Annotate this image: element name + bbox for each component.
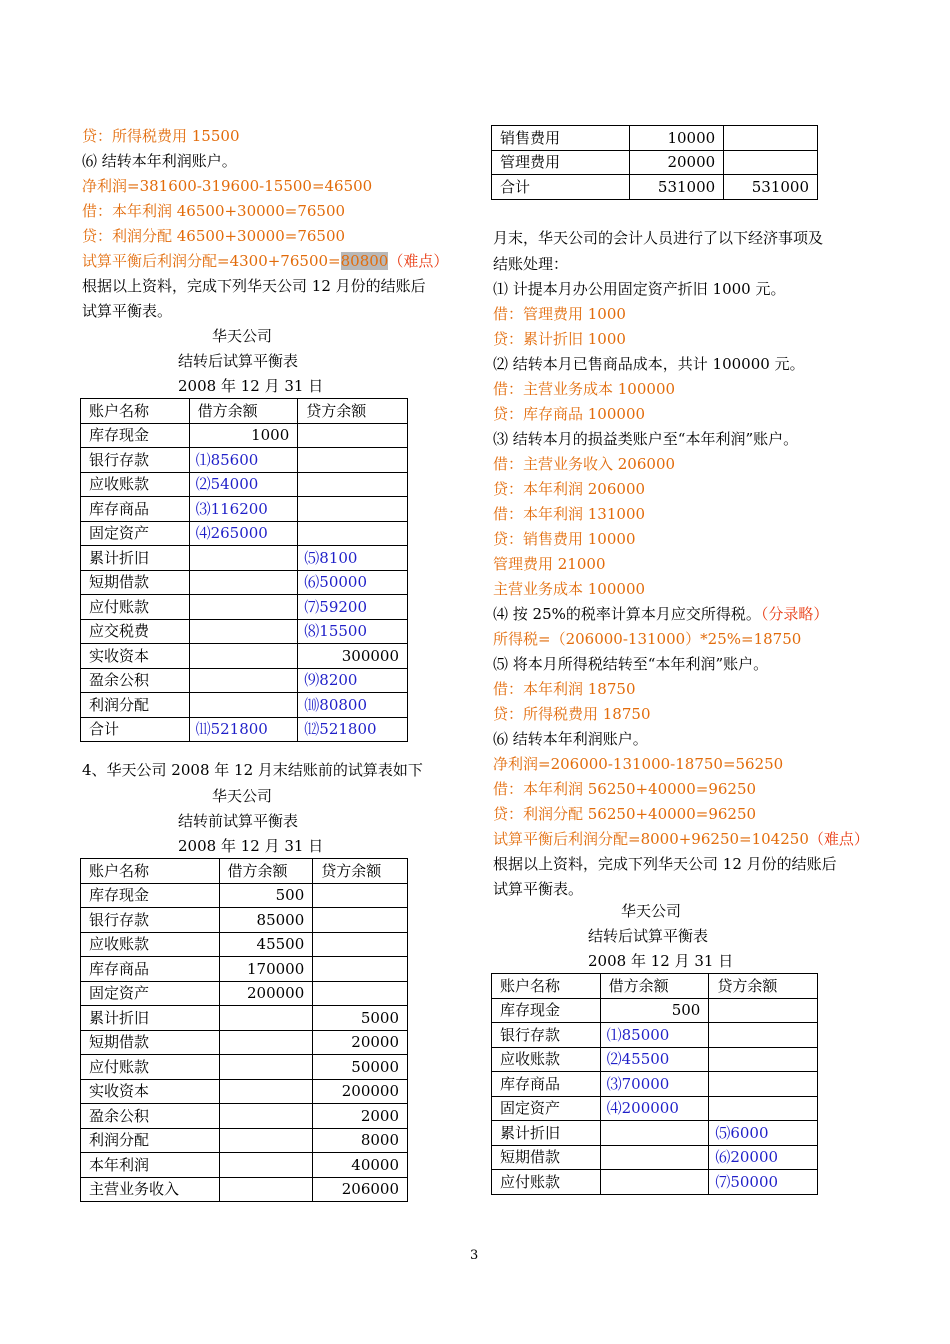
credit-cell [298, 521, 408, 546]
account-name-cell: 主营业务收入 [81, 1177, 220, 1202]
tax-text: ⑷ 按 25%的税率计算本月应交所得税。 [493, 605, 761, 623]
credit-cell [709, 1072, 818, 1097]
account-name-cell: 应付账款 [81, 1055, 220, 1080]
credit-cell [313, 981, 408, 1006]
debit-cell [189, 595, 298, 620]
credit-cell [709, 1047, 818, 1072]
table-row [492, 150, 818, 175]
credit-cell: ⑸6000 [709, 1121, 818, 1146]
debit-cell: ⑶70000 [600, 1072, 709, 1097]
table-row [81, 1006, 408, 1031]
table-row [492, 1170, 818, 1195]
table-row [81, 497, 408, 522]
credit-cell: ⑺59200 [298, 595, 408, 620]
trial-prefix: 试算平衡后利润分配=4300+76500= [82, 252, 341, 270]
account-name-cell: 销售费用 [492, 126, 630, 151]
account-name-cell: 合计 [492, 175, 630, 200]
debit-cell [219, 1055, 313, 1080]
question-4: 4、华天公司 2008 年 12 月末结账前的试算表如下 [82, 761, 423, 779]
credit-cell [298, 448, 408, 473]
pre-closing-table-continued [491, 125, 818, 200]
text-line: 借：主营业务收入 206000 [493, 455, 676, 473]
credit-cell: ⑿521800 [298, 717, 408, 742]
debit-cell: 45500 [219, 932, 313, 957]
table-row [81, 472, 408, 497]
account-name-cell: 利润分配 [81, 693, 190, 718]
table-row [81, 981, 408, 1006]
table-row [81, 908, 408, 933]
column-header: 借方余额 [219, 859, 313, 884]
column-header: 账户名称 [492, 974, 601, 999]
text-line: 借：本年利润 56250+40000=96250 [493, 780, 757, 798]
debit-cell [219, 1006, 313, 1031]
table-row [81, 1128, 408, 1153]
debit-cell [189, 570, 298, 595]
account-name-cell: 库存现金 [81, 883, 220, 908]
credit-cell: 200000 [313, 1079, 408, 1104]
account-name-cell: 累计折旧 [81, 1006, 220, 1031]
credit-cell [709, 998, 818, 1023]
text-line: 贷：累计折旧 1000 [493, 330, 626, 348]
table-title: 结转前试算平衡表 [178, 812, 299, 830]
account-name-cell: 盈余公积 [81, 1104, 220, 1129]
account-name-cell: 实收资本 [81, 1079, 220, 1104]
column-header: 贷方余额 [298, 399, 408, 424]
table-row [81, 693, 408, 718]
text-line: 结账处理： [493, 255, 569, 273]
debit-cell: ⑾521800 [189, 717, 298, 742]
table-row [492, 175, 818, 200]
credit-cell [313, 932, 408, 957]
debit-cell: ⑷200000 [600, 1096, 709, 1121]
account-name-cell: 累计折旧 [81, 546, 190, 571]
account-name-cell: 库存现金 [492, 998, 601, 1023]
credit-cell [313, 908, 408, 933]
table-row [81, 423, 408, 448]
table-row [81, 932, 408, 957]
company-name: 华天公司 [212, 787, 273, 805]
account-name-cell: 短期借款 [492, 1145, 601, 1170]
text-line: 贷：利润分配 46500+30000=76500 [82, 227, 346, 245]
tax-line [493, 604, 828, 624]
account-name-cell: 管理费用 [492, 150, 630, 175]
debit-cell: 200000 [219, 981, 313, 1006]
account-name-cell: 银行存款 [81, 448, 190, 473]
debit-cell: 10000 [630, 126, 724, 151]
text-line: 管理费用 21000 [493, 555, 606, 573]
table-row [81, 1079, 408, 1104]
table-row [81, 546, 408, 571]
account-name-cell: 实收资本 [81, 644, 190, 669]
table-row [81, 1030, 408, 1055]
debit-cell: 1000 [189, 423, 298, 448]
debit-cell [189, 546, 298, 571]
credit-cell: ⑽80800 [298, 693, 408, 718]
account-name-cell: 累计折旧 [492, 1121, 601, 1146]
table-row [81, 957, 408, 982]
credit-cell: 20000 [313, 1030, 408, 1055]
account-name-cell: 库存商品 [81, 957, 220, 982]
debit-cell [189, 668, 298, 693]
credit-cell: ⑻15500 [298, 619, 408, 644]
account-name-cell: 短期借款 [81, 1030, 220, 1055]
debit-cell [219, 1104, 313, 1129]
account-name-cell: 库存商品 [81, 497, 190, 522]
debit-cell [600, 1170, 709, 1195]
account-name-cell: 固定资产 [81, 521, 190, 546]
debit-cell: ⑴85600 [189, 448, 298, 473]
text-line: ⑸ 将本月所得税结转至“本年利润”账户。 [493, 655, 769, 673]
table-row [81, 595, 408, 620]
credit-cell: ⑼8200 [298, 668, 408, 693]
column-header: 贷方余额 [709, 974, 818, 999]
table-row [81, 668, 408, 693]
pre-closing-trial-balance-table [80, 858, 408, 1202]
account-name-cell: 银行存款 [492, 1023, 601, 1048]
text-line: 净利润=206000-131000-18750=56250 [493, 755, 784, 773]
table-row [492, 998, 818, 1023]
column-header: 借方余额 [600, 974, 709, 999]
table-row [492, 1047, 818, 1072]
credit-cell: ⑸8100 [298, 546, 408, 571]
account-name-cell: 库存商品 [492, 1072, 601, 1097]
table-date: 2008 年 12 月 31 日 [588, 952, 734, 970]
table-row [81, 1153, 408, 1178]
text-line: 主营业务成本 100000 [493, 580, 646, 598]
credit-cell: ⑺50000 [709, 1170, 818, 1195]
text-line: ⑶ 结转本月的损益类账户至“本年利润”账户。 [493, 430, 799, 448]
credit-cell: 300000 [298, 644, 408, 669]
account-name-cell: 短期借款 [81, 570, 190, 595]
post-closing-trial-balance-table-answer [491, 973, 818, 1195]
text-line: ⑴ 计提本月办公用固定资产折旧 1000 元。 [493, 280, 786, 298]
text-line: ⑹ 结转本年利润账户。 [82, 152, 237, 170]
text-line: 试算平衡表。 [82, 302, 173, 320]
table-row [492, 1072, 818, 1097]
trial-balance-line [493, 829, 869, 849]
table-title: 结转后试算平衡表 [588, 927, 709, 945]
account-name-cell: 库存现金 [81, 423, 190, 448]
debit-cell: ⑶116200 [189, 497, 298, 522]
entry-omitted-note: （分录略） [760, 605, 829, 623]
text-line: 根据以上资料，完成下列华天公司 12 月份的结账后 [82, 277, 426, 295]
credit-cell: 5000 [313, 1006, 408, 1031]
text-line: 贷：利润分配 56250+40000=96250 [493, 805, 757, 823]
debit-cell [219, 1153, 313, 1178]
credit-cell [298, 472, 408, 497]
account-name-cell: 应收账款 [492, 1047, 601, 1072]
debit-cell [189, 693, 298, 718]
credit-cell: 50000 [313, 1055, 408, 1080]
table-row [81, 1104, 408, 1129]
debit-cell: 85000 [219, 908, 313, 933]
debit-cell: 500 [600, 998, 709, 1023]
debit-cell: ⑴85000 [600, 1023, 709, 1048]
table-header-row [81, 859, 408, 884]
table-date: 2008 年 12 月 31 日 [178, 377, 324, 395]
account-name-cell: 利润分配 [81, 1128, 220, 1153]
debit-cell: ⑷265000 [189, 521, 298, 546]
table-row [81, 1055, 408, 1080]
credit-cell [313, 883, 408, 908]
text-line: 贷：本年利润 206000 [493, 480, 646, 498]
table-row [81, 1177, 408, 1202]
debit-cell [219, 1177, 313, 1202]
debit-cell: 531000 [630, 175, 724, 200]
table-row [492, 1096, 818, 1121]
credit-cell: ⑹50000 [298, 570, 408, 595]
text-line: ⑹ 结转本年利润账户。 [493, 730, 648, 748]
column-header: 账户名称 [81, 399, 190, 424]
table-row [81, 521, 408, 546]
table-header-row [492, 974, 818, 999]
credit-cell [709, 1023, 818, 1048]
account-name-cell: 合计 [81, 717, 190, 742]
account-name-cell: 固定资产 [492, 1096, 601, 1121]
text-line: 贷：所得税费用 15500 [82, 127, 240, 145]
table-title: 结转后试算平衡表 [178, 352, 299, 370]
highlighted-value: 80800 [340, 252, 389, 270]
text-line: 借：本年利润 18750 [493, 680, 636, 698]
page-number: 3 [470, 1248, 479, 1263]
account-name-cell: 盈余公积 [81, 668, 190, 693]
company-name: 华天公司 [212, 327, 273, 345]
column-header: 贷方余额 [313, 859, 408, 884]
debit-cell: ⑵45500 [600, 1047, 709, 1072]
debit-cell [219, 1079, 313, 1104]
debit-cell [219, 1128, 313, 1153]
text-line: 试算平衡表。 [493, 880, 584, 898]
column-header: 账户名称 [81, 859, 220, 884]
debit-cell [600, 1121, 709, 1146]
debit-cell: 20000 [630, 150, 724, 175]
table-header-row [81, 399, 408, 424]
account-name-cell: 应收账款 [81, 472, 190, 497]
account-name-cell: 应付账款 [492, 1170, 601, 1195]
credit-cell [313, 957, 408, 982]
text-line: 月末，华天公司的会计人员进行了以下经济事项及 [493, 229, 824, 247]
credit-cell: 40000 [313, 1153, 408, 1178]
credit-cell: 8000 [313, 1128, 408, 1153]
text-line: 贷：所得税费用 18750 [493, 705, 651, 723]
credit-cell [709, 1096, 818, 1121]
debit-cell [189, 644, 298, 669]
credit-cell: 2000 [313, 1104, 408, 1129]
trial-text: 试算平衡后利润分配=8000+96250=104250 [493, 830, 809, 848]
text-line: 借：主营业务成本 100000 [493, 380, 676, 398]
table-row [492, 126, 818, 151]
text-line: ⑵ 结转本月已售商品成本，共计 100000 元。 [493, 355, 805, 373]
table-row [492, 1023, 818, 1048]
debit-cell [600, 1145, 709, 1170]
credit-cell: 206000 [313, 1177, 408, 1202]
table-row [81, 883, 408, 908]
table-date: 2008 年 12 月 31 日 [178, 837, 324, 855]
table-row [81, 644, 408, 669]
text-line: 借：管理费用 1000 [493, 305, 626, 323]
account-name-cell: 应付账款 [81, 595, 190, 620]
account-name-cell: 银行存款 [81, 908, 220, 933]
difficulty-note: （难点） [388, 252, 449, 270]
table-row [492, 1121, 818, 1146]
account-name-cell: 本年利润 [81, 1153, 220, 1178]
text-line: 借：本年利润 46500+30000=76500 [82, 202, 346, 220]
text-line: 贷：库存商品 100000 [493, 405, 646, 423]
account-name-cell: 固定资产 [81, 981, 220, 1006]
company-name: 华天公司 [621, 902, 682, 920]
debit-cell [219, 1030, 313, 1055]
trial-balance-line [82, 251, 448, 271]
credit-cell: 531000 [724, 175, 818, 200]
text-line: 贷：销售费用 10000 [493, 530, 636, 548]
debit-cell [189, 619, 298, 644]
difficulty-note: （难点） [808, 830, 869, 848]
text-line: 根据以上资料，完成下列华天公司 12 月份的结账后 [493, 855, 837, 873]
credit-cell [298, 423, 408, 448]
debit-cell: ⑵54000 [189, 472, 298, 497]
account-name-cell: 应收账款 [81, 932, 220, 957]
text-line: 借：本年利润 131000 [493, 505, 646, 523]
text-line: 所得税=（206000-131000）*25%=18750 [493, 630, 802, 648]
table-row [81, 619, 408, 644]
table-row [81, 717, 408, 742]
table-row [81, 570, 408, 595]
column-header: 借方余额 [189, 399, 298, 424]
table-row [81, 448, 408, 473]
debit-cell: 500 [219, 883, 313, 908]
text-line: 净利润=381600-319600-15500=46500 [82, 177, 373, 195]
credit-cell: ⑹20000 [709, 1145, 818, 1170]
credit-cell [724, 126, 818, 151]
table-row [492, 1145, 818, 1170]
post-closing-trial-balance-table [80, 398, 408, 742]
credit-cell [298, 497, 408, 522]
credit-cell [724, 150, 818, 175]
account-name-cell: 应交税费 [81, 619, 190, 644]
debit-cell: 170000 [219, 957, 313, 982]
